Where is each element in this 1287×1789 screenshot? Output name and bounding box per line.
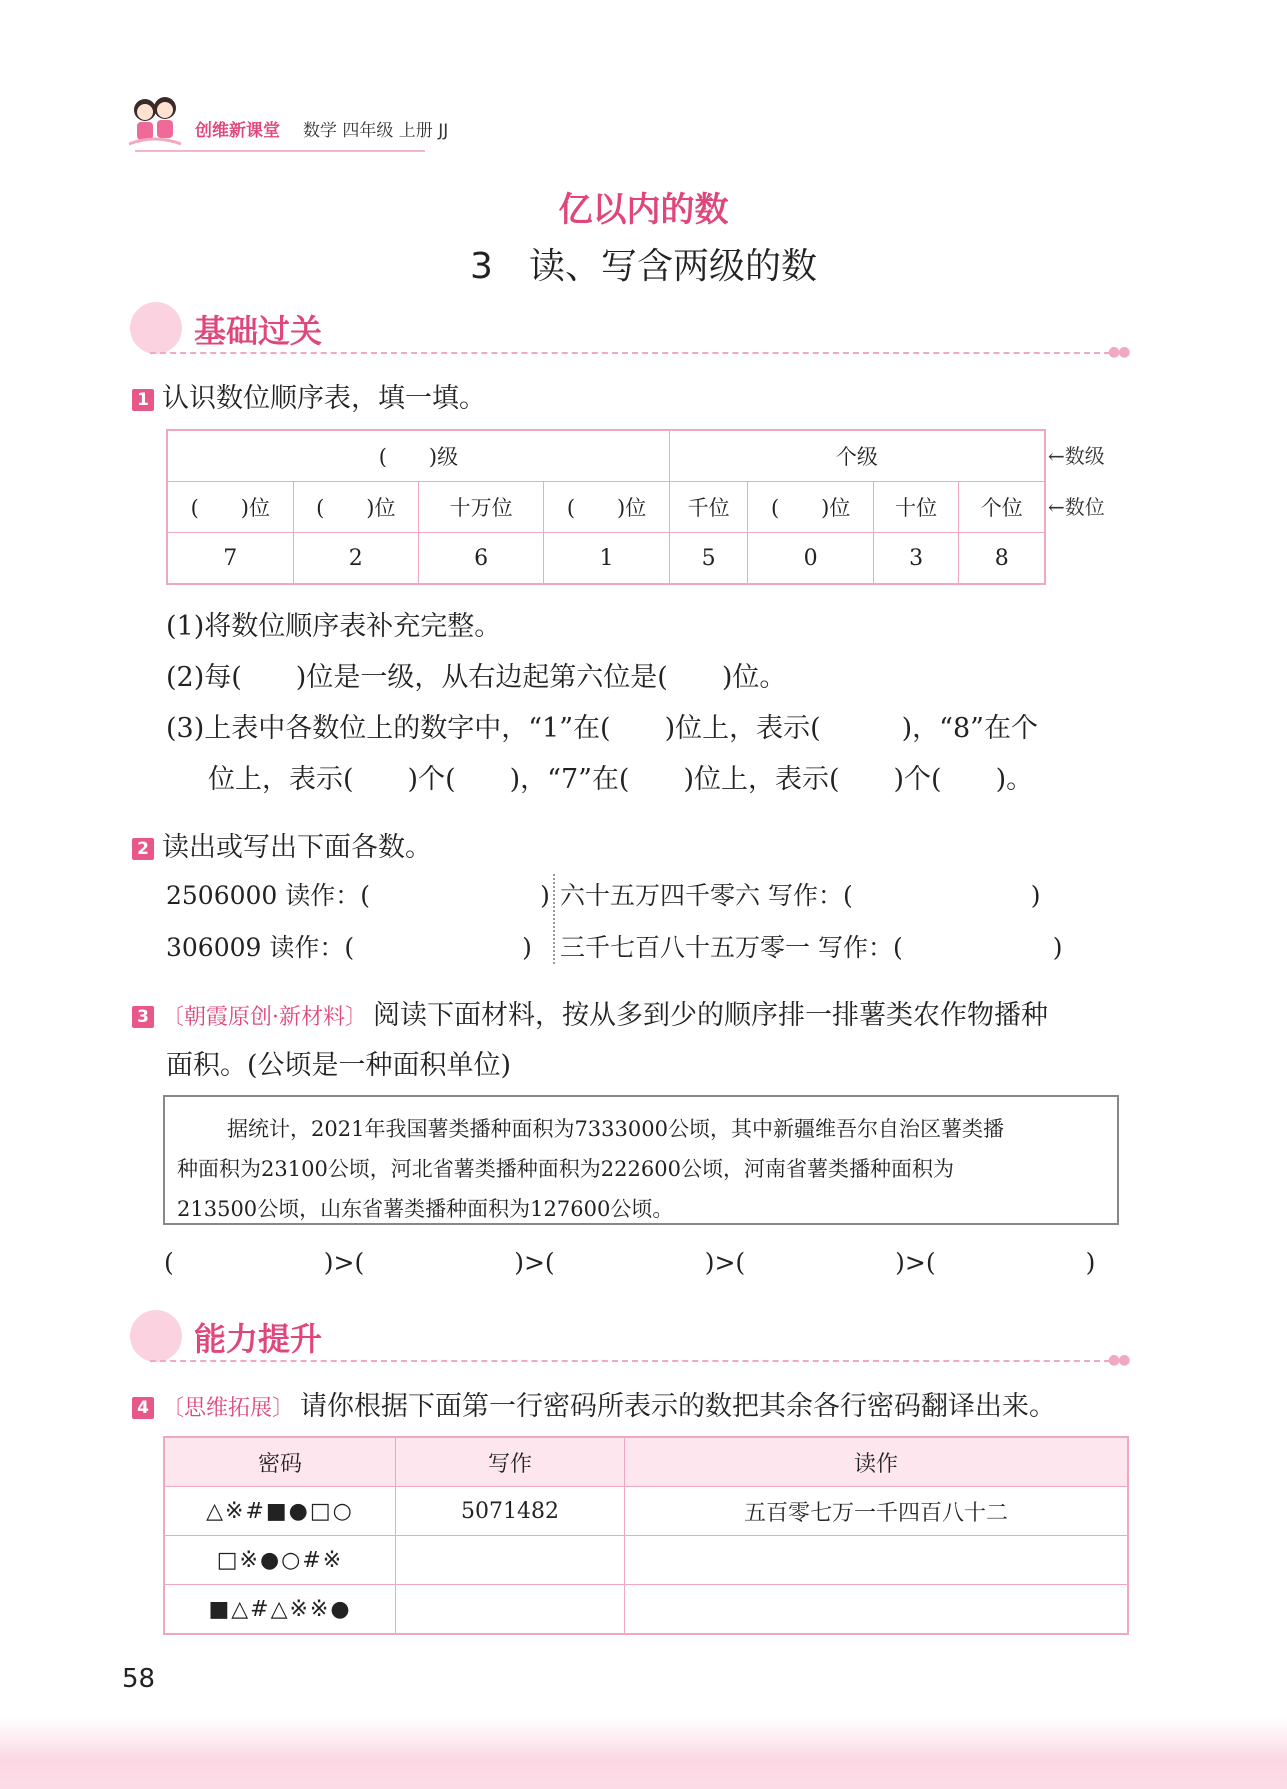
order-open: ( — [164, 1248, 174, 1277]
place-cell: 个位 — [959, 482, 1045, 533]
code-cell: □※●○#※ — [164, 1536, 396, 1585]
q2-action: 读作：( — [285, 881, 371, 910]
q2-number-text: 2506000 — [166, 881, 278, 910]
read-cell[interactable] — [625, 1585, 1129, 1635]
material-line: 据统计，2021年我国薯类播种面积为7333000公顷，其中新疆维吾尔自治区薯类播 — [227, 1117, 1004, 1141]
q2-close: ) — [522, 933, 532, 962]
q2-number-text: 三千七百八十五万零一 — [560, 933, 811, 962]
q1-prompt — [132, 376, 486, 415]
header-divider — [135, 150, 425, 152]
q1-sub3b: 位上，表示( )个( )，“7”在( )位上，表示( )个( )。 — [208, 764, 1034, 795]
place-value-table — [166, 429, 1046, 585]
value-cell: 8 — [959, 533, 1045, 585]
order-sep: )>( — [704, 1248, 746, 1277]
q3-prompt — [132, 993, 1048, 1032]
lesson-title: 3 读、写含两级的数 — [470, 246, 817, 287]
q2-divider — [553, 874, 555, 964]
bottom-decoration — [0, 1718, 1287, 1789]
dots-icon: ●● — [1108, 344, 1129, 360]
value-cell: 1 — [544, 533, 670, 585]
q1-number: 1 — [132, 389, 154, 411]
q2-action: 读作：( — [269, 933, 355, 962]
material-line: 种面积为23100公顷，河北省薯类播种面积为222600公顷，河南省薯类播种面积为 — [177, 1157, 954, 1181]
q4-text: 请你根据下面第一行密码所表示的数把其余各行密码翻译出来。 — [300, 1391, 1057, 1422]
level-arrow-label: ←数级 — [1048, 444, 1105, 468]
q4-prompt — [132, 1384, 1056, 1423]
place-cell[interactable]: ( )位 — [167, 482, 293, 533]
section-advanced — [130, 1308, 1130, 1368]
mascot-logo-icon — [125, 90, 185, 150]
q2-number-text: 306009 — [166, 933, 262, 962]
section-basic — [130, 300, 1130, 360]
header-code: 密码 — [164, 1437, 396, 1487]
q2-item — [166, 928, 532, 964]
section-basic-title: 基础过关 — [194, 312, 323, 350]
write-cell[interactable] — [396, 1585, 625, 1635]
q4-number: 4 — [132, 1397, 154, 1419]
header-read: 读作 — [625, 1437, 1129, 1487]
girl-mascot-icon — [130, 302, 182, 354]
q2-item — [166, 876, 550, 912]
q2-item — [560, 876, 1041, 912]
place-cell[interactable]: ( )位 — [544, 482, 670, 533]
dots-icon: ●● — [1108, 1352, 1129, 1368]
table-row — [164, 1585, 1128, 1635]
value-cell: 5 — [669, 533, 748, 585]
place-cell: 十位 — [873, 482, 959, 533]
value-cell: 3 — [873, 533, 959, 585]
q3-text: 阅读下面材料，按从多到少的顺序排一排薯类农作物播种 — [373, 1000, 1048, 1031]
read-cell[interactable] — [625, 1536, 1129, 1585]
place-arrow-label: ←数位 — [1048, 495, 1105, 519]
write-cell[interactable] — [396, 1536, 625, 1585]
order-sep: )>( — [514, 1248, 555, 1277]
place-cell: 千位 — [669, 482, 748, 533]
value-cell: 2 — [293, 533, 419, 585]
q2-close: ) — [1030, 881, 1041, 910]
read-cell: 五百零七万一千四百八十二 — [625, 1487, 1129, 1536]
order-sep: )>( — [895, 1248, 936, 1277]
place-cell[interactable]: ( )位 — [293, 482, 419, 533]
q3-number: 3 — [132, 1006, 154, 1028]
q2-number-text: 六十五万四千零六 — [560, 881, 761, 910]
value-cell: 7 — [167, 533, 293, 585]
level-left-cell[interactable]: ( )级 — [167, 430, 669, 482]
code-table — [163, 1436, 1129, 1635]
brand-name: 创维新课堂 — [195, 121, 280, 141]
q2-item — [560, 928, 1063, 964]
monkey-mascot-icon — [130, 1310, 182, 1362]
q1-text: 认识数位顺序表，填一填。 — [162, 383, 486, 414]
q2-close: ) — [540, 881, 550, 910]
q2-action: 写作：( — [767, 881, 853, 910]
section-advanced-title: 能力提升 — [194, 1320, 323, 1358]
page-number: 58 — [122, 1664, 156, 1694]
q2-close: ) — [1052, 933, 1063, 962]
code-cell: △※#■●□○ — [164, 1487, 396, 1536]
q3-order-blanks[interactable] — [164, 1248, 1095, 1277]
q3-text-cont: 面积。(公顷是一种面积单位) — [166, 1050, 512, 1081]
material-line: 213500公顷，山东省薯类播种面积为127600公顷。 — [177, 1197, 674, 1221]
q4-tag: 〔思维拓展〕 — [162, 1396, 295, 1421]
unit-title: 亿以内的数 — [558, 190, 729, 230]
value-cell: 0 — [748, 533, 874, 585]
section-divider — [150, 352, 1110, 354]
q3-tag: 〔朝霞原创·新材料〕 — [162, 1005, 367, 1030]
table-row — [164, 1487, 1128, 1536]
place-cell: 十万位 — [419, 482, 544, 533]
q1-sub2: (2)每( )位是一级，从右边起第六位是( )位。 — [166, 662, 787, 693]
write-cell: 5071482 — [396, 1487, 625, 1536]
q2-text: 读出或写出下面各数。 — [162, 832, 432, 863]
value-cell: 6 — [419, 533, 544, 585]
material-box — [163, 1095, 1119, 1225]
section-divider — [150, 1360, 1110, 1362]
order-close: ) — [1085, 1248, 1096, 1277]
place-cell[interactable]: ( )位 — [748, 482, 874, 533]
q2-prompt — [132, 825, 432, 864]
table-row — [164, 1536, 1128, 1585]
code-cell: ■△#△※※● — [164, 1585, 396, 1635]
q1-sub1: (1)将数位顺序表补充完整。 — [166, 611, 502, 642]
book-info: 数学 四年级 上册 JJ — [303, 121, 449, 141]
header-write: 写作 — [396, 1437, 625, 1487]
order-sep: )>( — [323, 1248, 365, 1277]
q2-number: 2 — [132, 838, 154, 860]
q2-action: 写作：( — [817, 933, 903, 962]
q1-sub3a: (3)上表中各数位上的数字中，“1”在( )位上，表示( )，“8”在个 — [166, 713, 1038, 744]
level-right-cell: 个级 — [669, 430, 1045, 482]
page-header — [125, 86, 525, 152]
